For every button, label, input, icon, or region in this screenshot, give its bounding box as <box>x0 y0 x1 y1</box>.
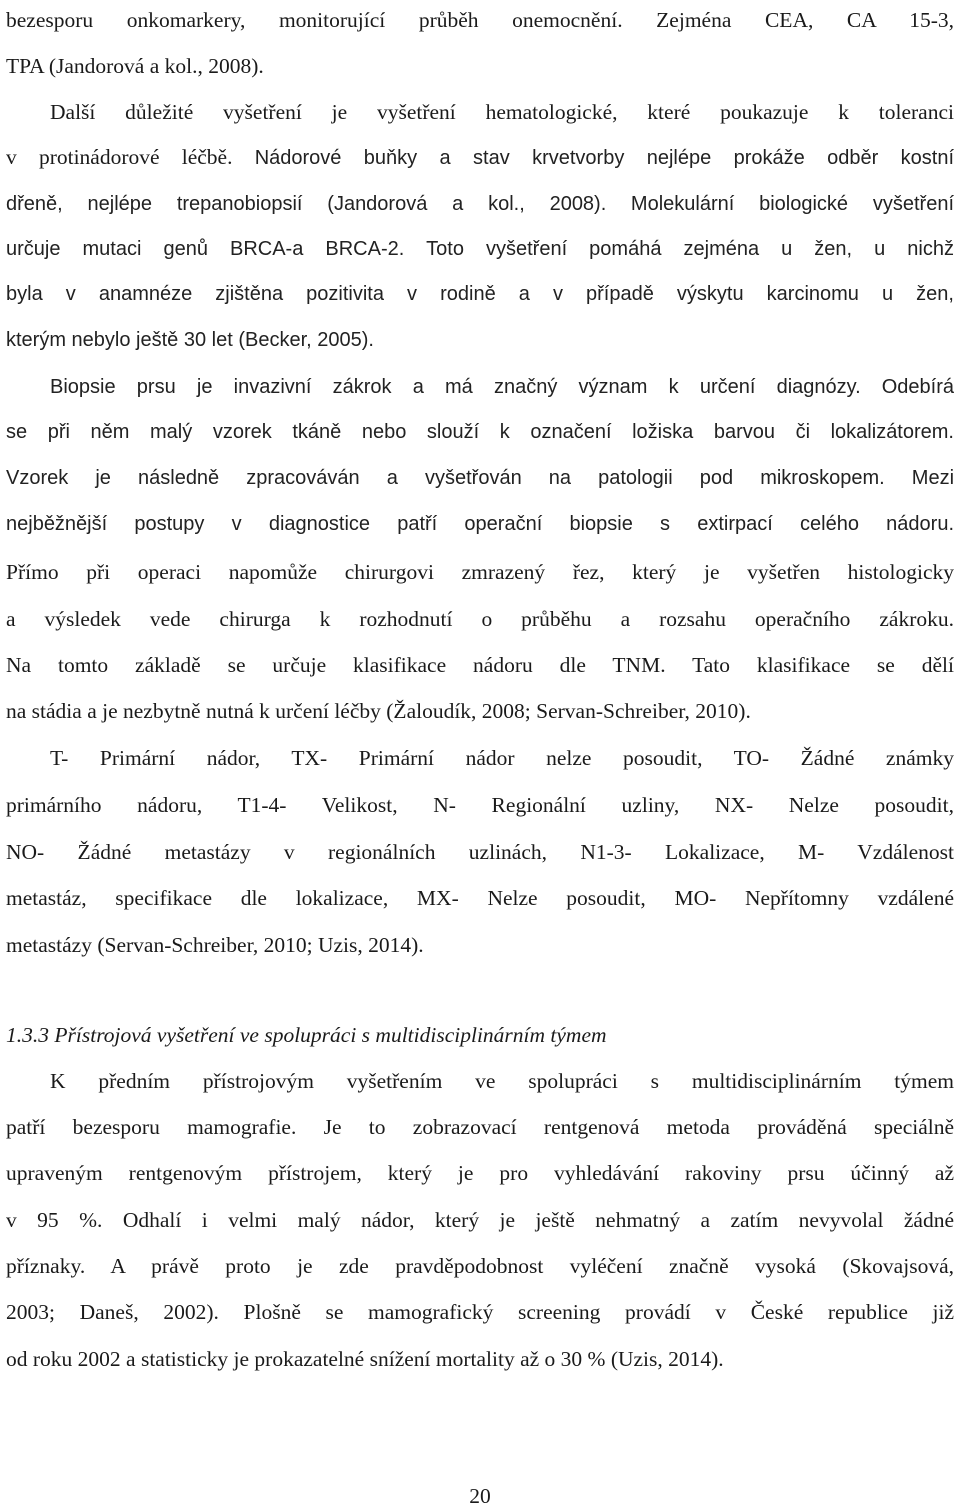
text-line: od roku 2002 a statisticky je prokazatelné snížení mortality až o 30 % (Uzis, 2014). <box>6 1347 724 1371</box>
text-line: Biopsie prsu je invazivní zákrok a má značný význam k určení diagnózy. Odebírá <box>50 376 955 398</box>
text-line: Další důležité vyšetření je vyšetření hematologické, které poukazuje k toleranci <box>50 100 954 124</box>
text-line: kterým nebylo ještě 30 let (Becker, 2005). <box>6 329 374 351</box>
text-line: patří bezesporu mamografie. Je to zobrazovací rentgenová metoda prováděná speciálně <box>6 1115 955 1139</box>
text-line: se při něm malý vzorek tkáně nebo slouží k označení ložiska barvou či lokalizátorem. <box>6 421 954 443</box>
text-line: TPA (Jandorová a kol., 2008). <box>6 54 264 78</box>
text-line: v 95 %. Odhalí i velmi malý nádor, který je ještě nehmatný a zatím nevyvolal žádné <box>6 1208 954 1232</box>
text-line: na stádia a je nezbytně nutná k určení léčby (Žaloudík, 2008; Servan-Schreiber, 2010). <box>6 699 751 723</box>
text-line: určuje mutaci genů BRCA-a BRCA-2. Toto vyšetření pomáhá zejména u žen, u nichž <box>6 238 954 260</box>
text-line: Vzorek je následně zpracováván a vyšetřován na patologii pod mikroskopem. Mezi <box>6 467 955 489</box>
text-line: příznaky. A právě proto je zde pravděpodobnost vyléčení značně vysoká (Skovajsová, <box>6 1254 954 1278</box>
text-line: metastáz, specifikace dle lokalizace, MX- Nelze posoudit, MO- Nepřítomny vzdálené <box>6 886 954 910</box>
text-line: metastázy (Servan-Schreiber, 2010; Uzis, 2014). <box>6 933 424 957</box>
text-line: T- Primární nádor, TX- Primární nádor nelze posoudit, TO- Žádné známky <box>50 746 954 770</box>
text-line: dřeně, nejlépe trepanobiopsií (Jandorová a kol., 2008). Molekulární biologické vyšetření <box>6 193 955 215</box>
text-line: 2003; Daneš, 2002). Plošně se mamografický screening provádí v České republice již <box>6 1300 954 1324</box>
text-line: Přímo při operaci napomůže chirurgovi zmrazený řez, který je vyšetřen histologicky <box>6 560 954 584</box>
text-line: K předním přístrojovým vyšetřením ve spolupráci s multidisciplinárním týmem <box>50 1069 954 1093</box>
text-line: nejběžnější postupy v diagnostice patří operační biopsie s extirpací celého nádoru. <box>6 513 954 535</box>
text-line: upraveným rentgenovým přístrojem, který je pro vyhledávání rakoviny prsu účinný až <box>6 1161 954 1185</box>
text-line: primárního nádoru, T1-4- Velikost, N- Regionální uzliny, NX- Nelze posoudit, <box>6 793 954 817</box>
page-number: 20 <box>469 1484 491 1508</box>
text-line: NO- Žádné metastázy v regionálních uzlinách, N1-3- Lokalizace, M- Vzdálenost <box>6 840 954 864</box>
text-line: bezesporu onkomarkery, monitorující průběh onemocnění. Zejména CEA, CA 15-3, <box>6 8 954 32</box>
text-line: a výsledek vede chirurga k rozhodnutí o průběhu a rozsahu operačního zákroku. <box>6 607 954 631</box>
text-line: v protinádorové léčbě. Nádorové buňky a stav krvetvorby nejlépe prokáže odběr kostní <box>6 145 955 169</box>
text-line: Na tomto základě se určuje klasifikace nádoru dle TNM. Tato klasifikace se dělí <box>6 653 954 677</box>
section-heading: 1.3.3 Přístrojová vyšetření ve spolupráci s multidisciplinárním týmem <box>6 1023 607 1047</box>
text-line: byla v anamnéze zjištěna pozitivita v rodině a v případě výskytu karcinomu u žen, <box>6 283 954 305</box>
